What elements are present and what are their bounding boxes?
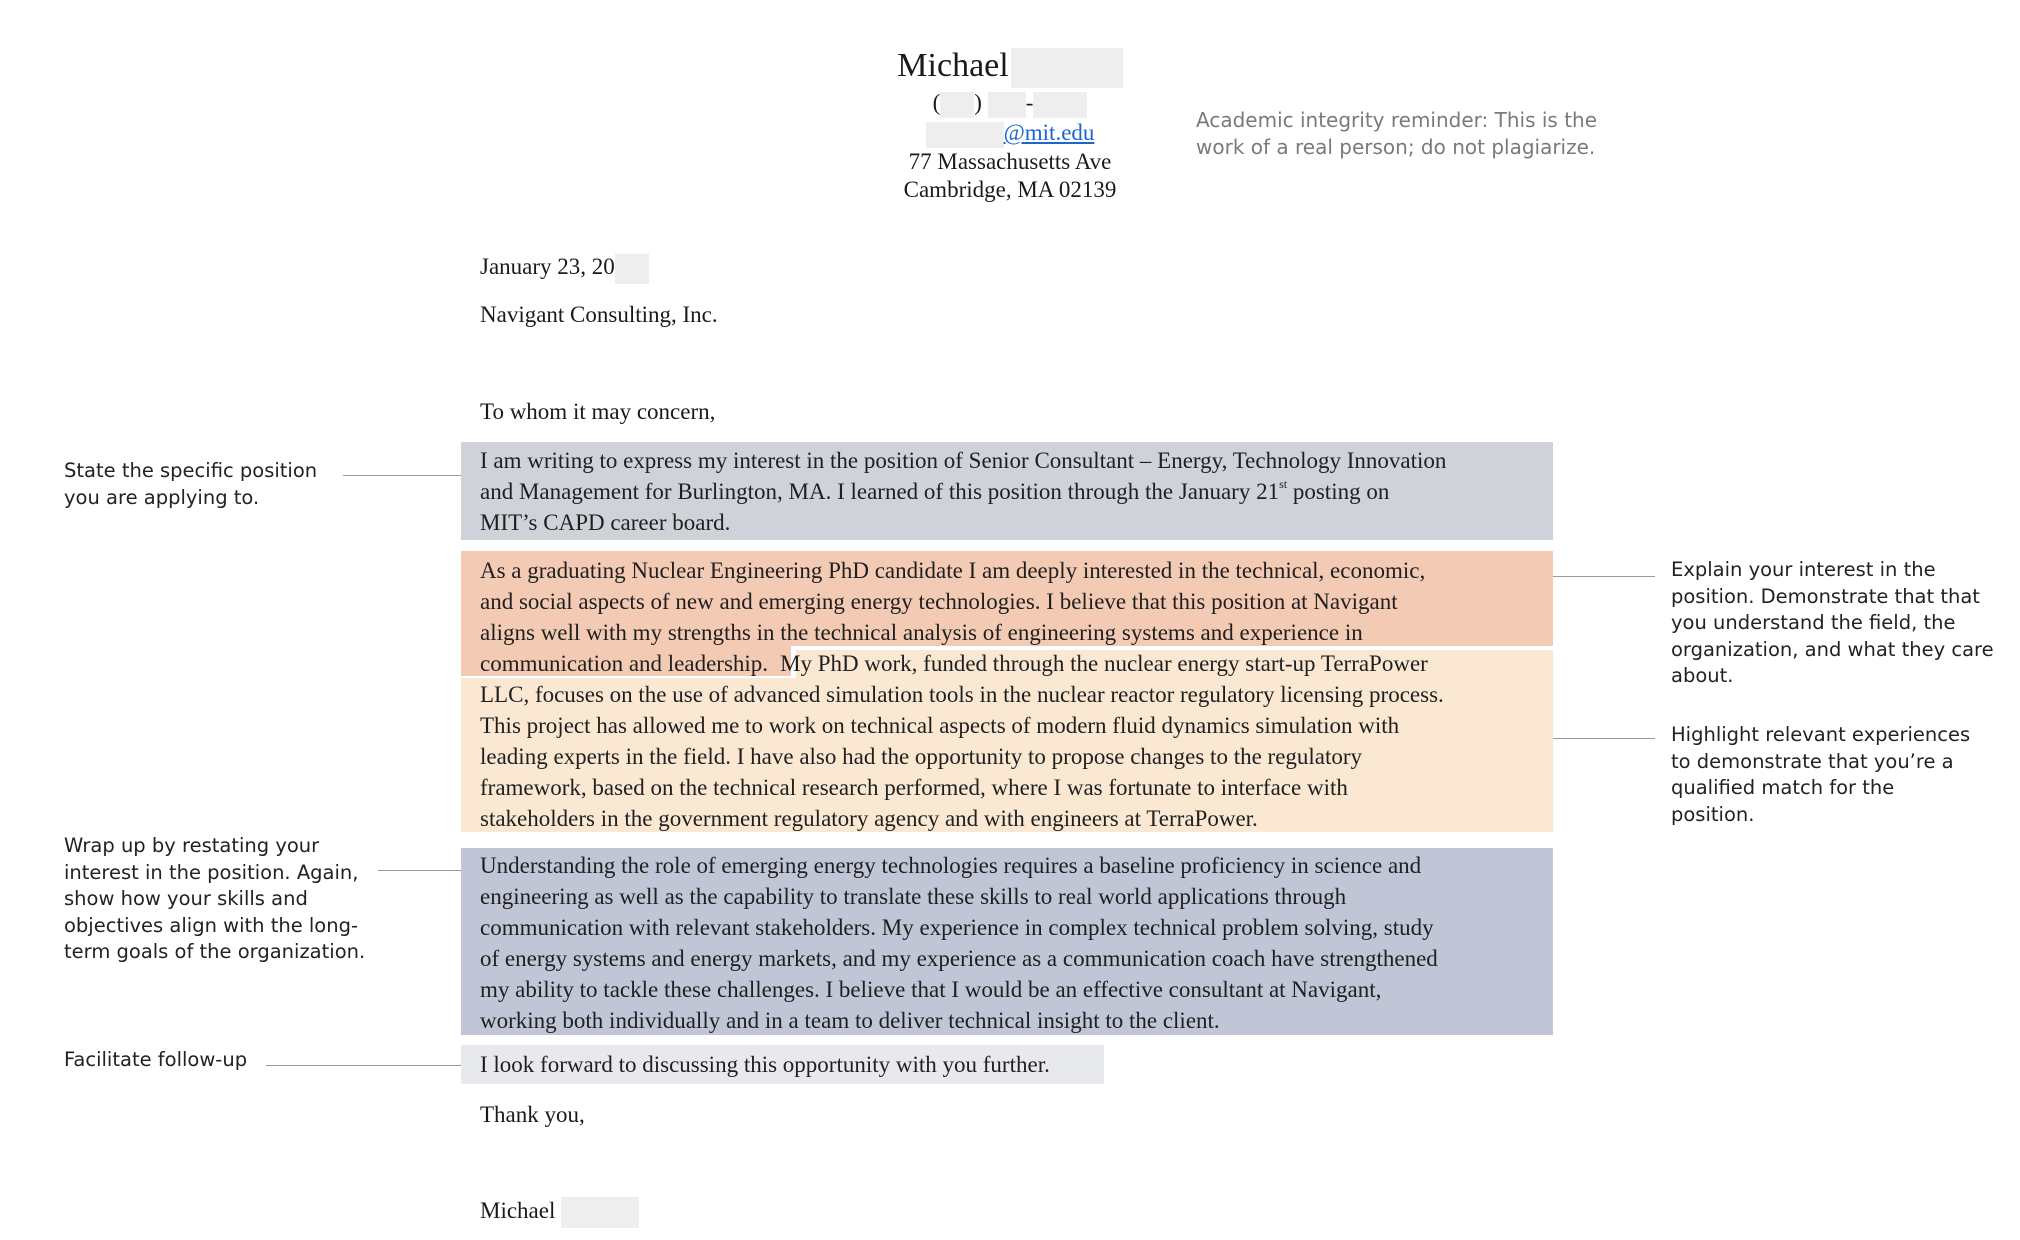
paragraph-1: I am writing to express my interest in the position of Senior Consultant – Energy, Technology Innovation and Management for Burlington, MA. I learned of this position through the January 21st posting on MIT’s CAPD career board. bbox=[480, 448, 1447, 535]
paragraph-4: I look forward to discussing this opportunity with you further. bbox=[480, 1052, 1050, 1077]
annotation-interest-connector bbox=[1553, 576, 1655, 577]
integrity-reminder: Academic integrity reminder: This is the work of a real person; do not plagiarize. bbox=[1196, 108, 1598, 159]
redacted-signature-last-name bbox=[561, 1197, 639, 1228]
address-line-2: Cambridge, MA 02139 bbox=[903, 177, 1117, 203]
annotation-experience: Highlight relevant experiences to demonstrate that you’re a qualified match for the position. bbox=[1671, 723, 1971, 826]
letter-date: January 23, 20 bbox=[480, 251, 649, 284]
annotation-wrapup-connector bbox=[378, 870, 461, 871]
redacted-phone-line bbox=[1033, 92, 1087, 118]
email-link[interactable]: @mit.edu bbox=[1003, 120, 1095, 146]
email-address bbox=[800, 118, 1220, 148]
annotation-wrapup: Wrap up by restating your interest in the position. Again, show how your skills and objectives align with the long- term goals of the organization. bbox=[64, 834, 366, 963]
applicant-name: Michael bbox=[800, 44, 1220, 88]
phone-number: ( ) - bbox=[800, 88, 1220, 118]
annotation-position-connector bbox=[343, 475, 461, 476]
letterhead bbox=[800, 44, 1220, 204]
paragraph-2: As a graduating Nuclear Engineering PhD candidate I am deeply interested in the technical, economic, and social aspects of new and emerging energy technologies. I believe that this position at Navigant aligns well with my strengths in the technical analysis of engineering systems and experience in communication and leadership. My PhD work, funded through the nuclear energy start-up TerraPower LLC, focuses on the use of advanced simulation tools in the nuclear reactor regulatory licensing process. This project has allowed me to work on technical aspects of modern fluid dynamics simulation with leading experts in the field. I have also had the opportunity to propose changes to the regulatory framework, based on the technical research performed, where I was fortunate to interface with stakeholders in the government regulatory agency and with engineers at TerraPower. bbox=[480, 558, 1444, 831]
redacted-year bbox=[615, 254, 649, 284]
annotation-experience-connector bbox=[1553, 738, 1655, 739]
redacted-phone-prefix bbox=[988, 92, 1026, 118]
annotation-interest: Explain your interest in the position. Demonstrate that that you understand the field, the organization, and what they care about. bbox=[1671, 558, 1994, 687]
redacted-last-name bbox=[1011, 48, 1123, 88]
recipient-company: Navigant Consulting, Inc. bbox=[480, 302, 718, 327]
annotation-followup: Facilitate follow-up bbox=[64, 1048, 248, 1071]
closing: Thank you, bbox=[480, 1102, 585, 1127]
address-line-1: 77 Massachusetts Ave bbox=[908, 149, 1112, 175]
redacted-area-code bbox=[940, 92, 974, 118]
paragraph-3: Understanding the role of emerging energy technologies requires a baseline proficiency in science and engineering as well as the capability to translate these skills to real world applications through communication with relevant stakeholders. My experience in complex technical problem solving, study of energy systems and energy markets, and my experience as a communication coach have strengthened my ability to tackle these challenges. I believe that I would be an effective consultant at Navigant, working both individually and in a team to deliver technical insight to the client. bbox=[480, 853, 1438, 1033]
salutation: To whom it may concern, bbox=[480, 399, 716, 424]
annotation-followup-connector bbox=[266, 1065, 461, 1066]
signature: Michael bbox=[480, 1195, 639, 1228]
annotation-position: State the specific position you are applying to. bbox=[64, 459, 318, 509]
redacted-email-user bbox=[926, 122, 1004, 148]
